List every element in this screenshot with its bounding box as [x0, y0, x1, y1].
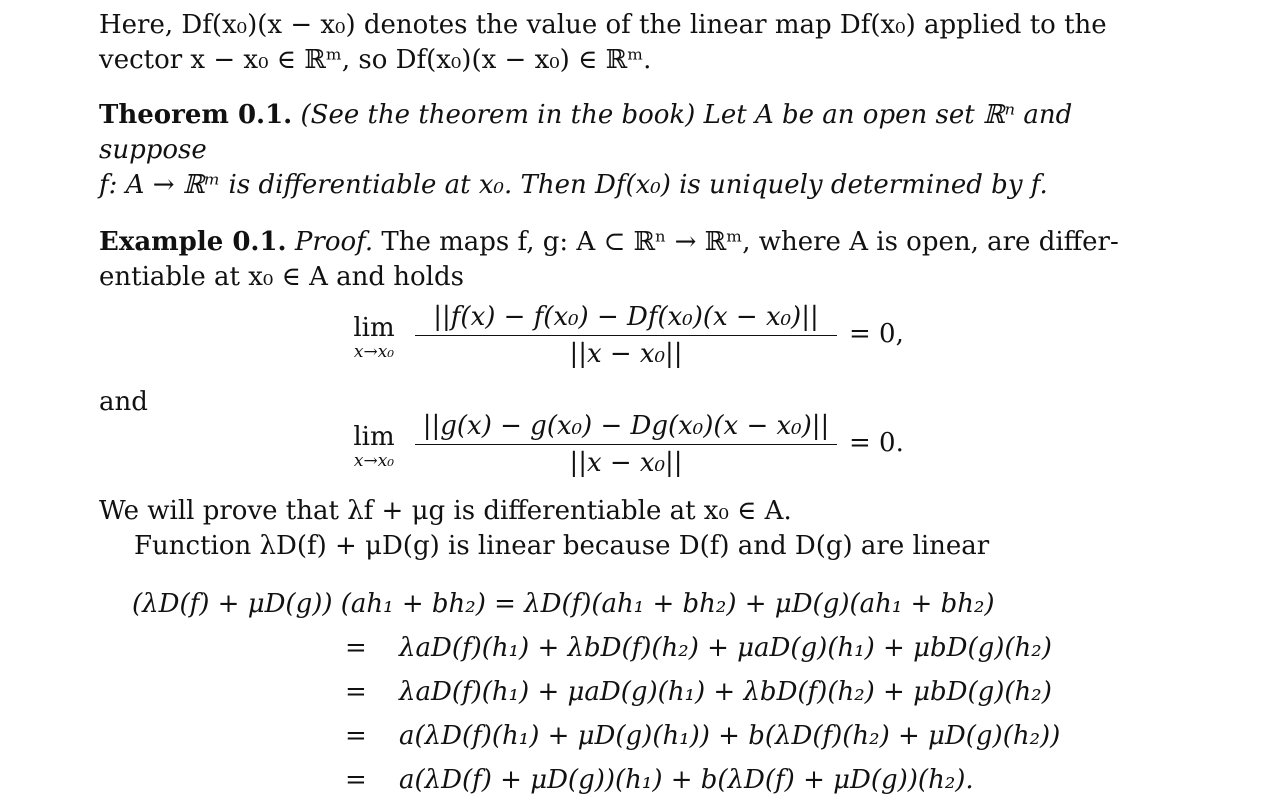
derivation-rhs: λaD(f)(h₁) + λbD(f)(h₂) + μaD(g)(h₁) + μbD(g)(h₂) — [399, 633, 1052, 663]
equals-sign: = — [345, 765, 367, 795]
linearity-statement: Function λD(f) + μD(g) is linear because D(f) and D(g) are linear — [134, 531, 990, 561]
equals-sign: = — [345, 633, 367, 663]
prove-statement: We will prove that λf + μg is differentiable at x₀ ∈ A. — [99, 496, 792, 526]
example-block — [99, 225, 1159, 295]
derivation-rhs: a(λD(f) + μD(g))(h₁) + b(λD(f) + μD(g))(h₂). — [399, 765, 974, 795]
paper-page — [99, 8, 1159, 812]
intro-paragraph — [99, 8, 1159, 78]
lim-word: lim — [353, 422, 395, 452]
and-word: and — [99, 387, 148, 417]
fraction-denominator: ||x − x₀|| — [569, 448, 683, 478]
lim-subscript: x→x₀ — [353, 451, 395, 471]
limit-operator — [339, 313, 409, 361]
proof-label: Proof. — [294, 227, 374, 257]
limit-equation-g — [99, 408, 1159, 494]
fraction-numerator: ||g(x) − g(x₀) − Dg(x₀)(x − x₀)|| — [422, 411, 830, 441]
derivation-lhs: (λD(f) + μD(g)) (ah₁ + bh₂) = λD(f)(ah₁ + bh₂) + μD(g)(ah₁ + bh₂) — [132, 589, 995, 619]
fraction-denominator: ||x − x₀|| — [569, 339, 683, 369]
example-line-1: The maps f, g: A ⊂ ℝⁿ → ℝᵐ, where A is open, are differ- — [381, 227, 1119, 257]
equation-tail: = 0, — [849, 319, 904, 349]
example-line-2: entiable at x₀ ∈ A and holds — [99, 262, 464, 292]
limit-equation-f — [99, 299, 1159, 385]
intro-line-1: Here, Df(x₀)(x − x₀) denotes the value of the linear map Df(x₀) applied to the — [99, 10, 1107, 40]
theorem-line-2: f: A → ℝᵐ is differentiable at x₀. Then Df(x₀) is uniquely determined by f. — [99, 170, 1048, 200]
intro-line-2: vector x − x₀ ∈ ℝᵐ, so Df(x₀)(x − x₀) ∈ ℝᵐ. — [99, 45, 652, 75]
lim-subscript: x→x₀ — [353, 342, 395, 362]
limit-operator — [339, 422, 409, 470]
equals-sign: = — [345, 721, 367, 751]
theorem-block — [99, 98, 1159, 203]
theorem-label: Theorem 0.1. — [99, 100, 293, 130]
fraction — [411, 299, 841, 372]
fraction-numerator: ||f(x) − f(x₀) − Df(x₀)(x − x₀)|| — [433, 302, 819, 332]
theorem-line-1: (See the theorem in the book) Let A be an open set ℝⁿ and suppose — [99, 100, 1073, 165]
lim-word: lim — [353, 313, 395, 343]
derivation-rhs: a(λD(f)(h₁) + μD(g)(h₁)) + b(λD(f)(h₂) + μD(g)(h₂)) — [399, 721, 1061, 751]
equals-sign: = — [345, 677, 367, 707]
derivation-rhs: λaD(f)(h₁) + μaD(g)(h₁) + λbD(f)(h₂) + μbD(g)(h₂) — [399, 677, 1052, 707]
fraction — [411, 408, 841, 481]
equation-tail: = 0. — [849, 428, 904, 458]
aligned-derivation — [99, 582, 1159, 812]
example-label: Example 0.1. — [99, 227, 287, 257]
